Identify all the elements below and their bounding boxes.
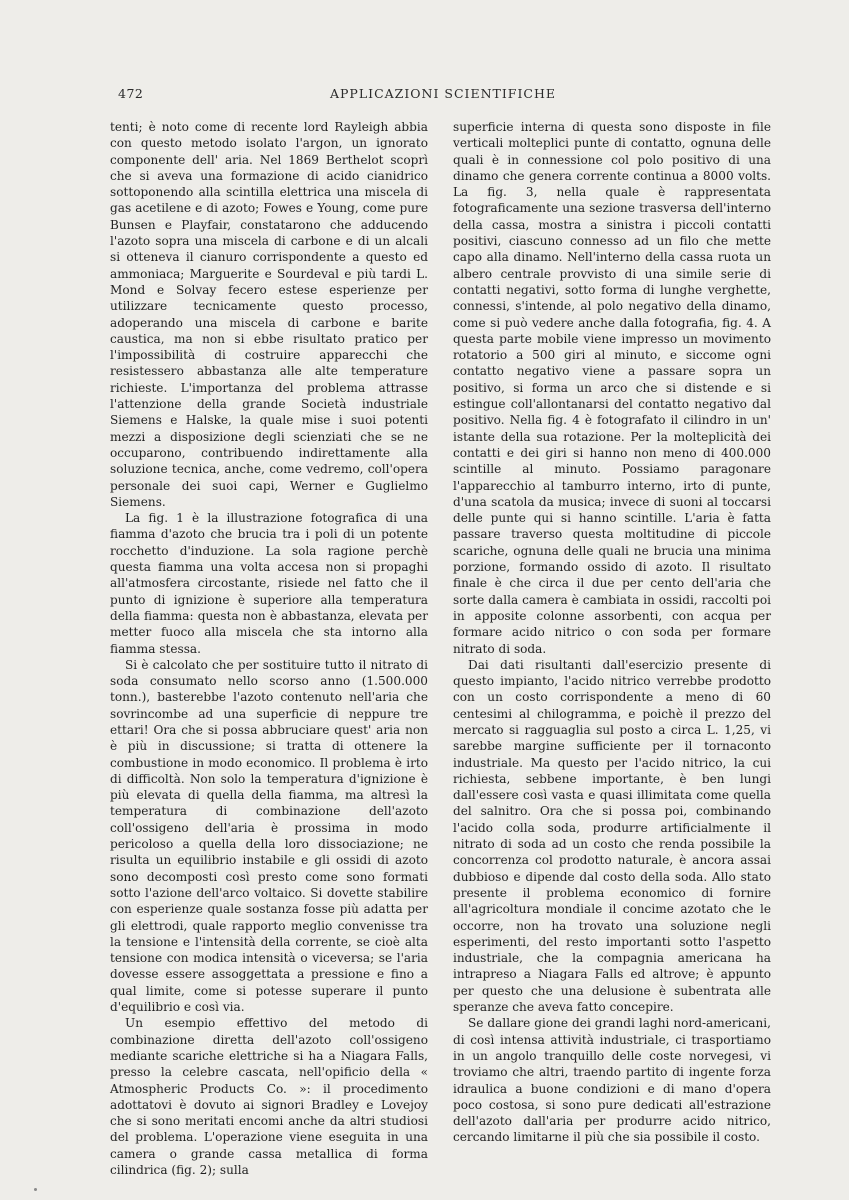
paragraph: Dai dati risultanti dall'esercizio presente di questo impianto, l'acido nitrico verrebbe prodotto con un costo corrispondente a meno di 60 centesimi al chilogramma, e poichè il prezzo del mercato si ragguaglia sul posto a circa L. 1,25, vi sarebbe margine sufficiente per il tornaconto industriale. Ma questo per l'acido nitrico, la cui richiesta, sebbene importante, è ben lungi dall'essere così vasta e quasi illimitata come quella del salnitro. Ora che si possa poi, combinando l'acido colla soda, produrre artificialmente il nitrato di soda ad un costo che renda possibile la concorrenza col prodotto naturale, è ancora assai dubbioso e dipende dal costo della soda. Allo stato presente il problema economico di fornire all'agricoltura mondiale il concime azotato che le occorre, non ha trovato una soluzione negli esperimenti, del resto importanti sotto l'aspetto industriale, che la compagnia americana ha intrapreso a Niagara Falls ed altrove; è appunto per questo che una delusione è subentrata alle speranze che aveva fatto concepire. bbox=[453, 657, 771, 1015]
left-column bbox=[110, 119, 428, 1178]
paragraph: Se dallare gione dei grandi laghi nord-americani, di così intensa attività industriale, ci trasportiamo in un angolo tranquillo delle coste norvegesi, vi troviamo che altri, traendo partito di ingente forza idraulica a buone condizioni e di mano d'opera poco costosa, si sono pure dedicati all'estrazione dell'azoto dall'aria per produrre acido nitrico, cercando limitarne il più che sia possibile il costo. bbox=[453, 1016, 771, 1145]
paragraph: tenti; è noto come di recente lord Rayleigh abbia con questo metodo isolato l'argon, un ignorato componente dell' aria. Nel 1869 Berthelot scoprì che si aveva una formazione di acido cianidrico sottoponendo alla scintilla elettrica una miscela di gas acetilene e di azoto; Fowes e Young, come pure Bunsen e Playfair, constatarono che adducendo l'azoto sopra una miscela di carbone e di un alcali si otteneva il cianuro corrispondente a questo ed ammoniaca; Marguerite e Sourdeval e più tardi L. Mond e Solvay fecero estese esperienze per utilizzare tecnicamente questo processo, adoperando una miscela di carbone e barite caustica, ma non si ebbe risultato pratico per l'impossibilità di costruire apparecchi che resistessero abbastanza alle alte temperature richieste. L'importanza del problema attrasse l'attenzione della grande Società industriale Siemens e Halske, la quale mise i suoi potenti mezzi a disposizione degli scienziati che se ne occuparono, contribuendo indirettamente alla soluzione tecnica, anche, come vedremo, coll'opera personale dei suoi capi, Werner e Guglielmo Siemens. bbox=[110, 120, 428, 509]
running-title: APPLICAZIONI SCIENTIFICHE bbox=[329, 86, 556, 101]
paper-speck bbox=[34, 1188, 37, 1191]
paragraph: Un esempio effettivo del metodo di combinazione diretta dell'azoto coll'ossigeno mediante scariche elettriche si ha a Niagara Falls, presso la celebre cascata, nell'opificio della « Atmospheric Products Co. »: il procedimento adottatovi è dovuto ai signori Bradley e Lovejoy che si sono meritati encomi anche da altri studiosi del problema. L'operazione viene eseguita in una camera o grande cassa metallica di forma cilindrica (fig. 2); sulla bbox=[110, 1016, 428, 1177]
paragraph: superficie interna di questa sono disposte in file verticali molteplici punte di contatto, ognuna delle quali è in connessione col polo positivo di una dinamo che genera corrente continua a 8000 volts. La fig. 3, nella quale è rappresentata fotograficamente una sezione trasversa dell'interno della cassa, mostra a sinistra i piccoli contatti positivi, ciascuno connesso ad un filo che mette capo alla dinamo. Nell'interno della cassa ruota un albero centrale provvisto di una simile serie di contatti negativi, sotto forma di lunghe verghette, connessi, s'intende, al polo negativo della dinamo, come si può vedere anche dalla fotografia, fig. 4. A questa parte mobile viene impresso un movimento rotatorio a 500 giri al minuto, e siccome ogni contatto negativo viene a passare sopra un positivo, si forma un arco che si distende e si estingue coll'allontanarsi del contatto negativo dal positivo. Nella fig. 4 è fotografato il cilindro in un' istante della sua rotazione. Per la molteplicità dei contatti e dei giri si hanno non meno di 400.000 scintille al minuto. Possiamo paragonare l'apparecchio al tamburro interno, irto di punte, d'una scatola da musica; invece di suoni al toccarsi delle punte qui si hanno scintille. L'aria è fatta passare traverso questa moltitudine di piccole scariche, ognuna delle quali ne brucia una minima porzione, formando ossido di azoto. Il risultato finale è che circa il due per cento dell'aria che sorte dalla camera è cambiata in ossidi, raccolti poi in apposite colonne assorbenti, con acqua per formare acido nitrico o con soda per formare nitrato di soda. bbox=[453, 120, 771, 656]
paragraph: Si è calcolato che per sostituire tutto il nitrato di soda consumato nello scorso anno (1.500.000 tonn.), basterebbe l'azoto contenuto nell'aria che sovrincombe ad una superficie di neppure tre ettari! Ora che si possa abbruciare quest' aria non è più in discussione; si tratta di ottenere la combustione in modo economico. Il problema è irto di difficoltà. Non solo la temperatura d'ignizione è più elevata di quella della fiamma, ma altresì la temperatura di combinazione dell'azoto coll'ossigeno dell'aria è prossima in modo pericoloso a quella della loro dissociazione; ne risulta un equilibrio instabile e gli ossidi di azoto sono decomposti così presto come sono formati sotto l'azione dell'arco voltaico. Si dovette stabilire con esperienze quale sostanza fosse più adatta per gli elettrodi, quale rapporto meglio convenisse tra la tensione e l'intensità della corrente, se cioè alta tensione con modica intensità o viceversa; se l'aria dovesse essere assoggettata a pressione e fino a qual limite, come si potesse superare il punto d'equilibrio e così via. bbox=[110, 657, 428, 1015]
paragraph: La fig. 1 è la illustrazione fotografica di una fiamma d'azoto che brucia tra i poli di un potente rocchetto d'induzione. La sola ragione perchè questa fiamma una volta accesa non si propaghi all'atmosfera circostante, risiede nel fatto che il punto di ignizione è superiore alla temperatura della fiamma: questa non è abbastanza, elevata per metter fuoco alla miscela che sta intorno alla fiamma stessa. bbox=[110, 511, 428, 656]
page-number: 472 bbox=[118, 86, 144, 101]
right-column bbox=[453, 119, 771, 1146]
